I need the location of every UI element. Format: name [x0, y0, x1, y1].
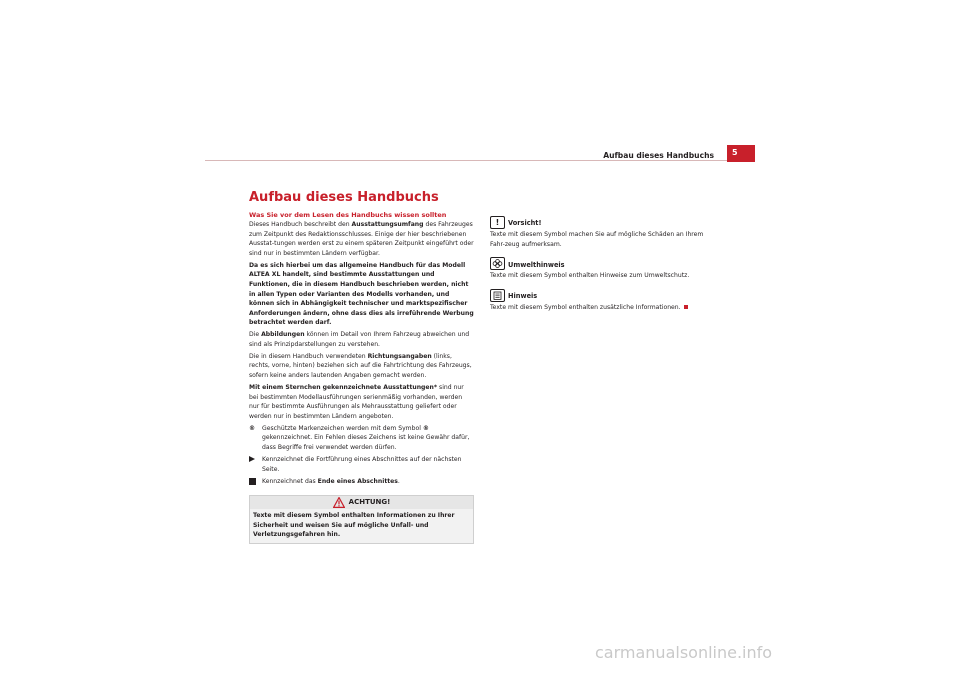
environment-body: Texte mit diesem Symbol enthalten Hinweise zum Umweltschutz. — [490, 272, 690, 280]
warning-heading: ACHTUNG! — [348, 497, 391, 506]
paragraph-illustrations: Die Abbildungen können im Detail von Ihrem Fahrzeug abweichen und sind als Prinzipdarstellungen zu verstehen. — [249, 331, 470, 348]
paragraph-directions: Die in diesem Handbuch verwendeten Richtungsangaben (links, rechts, vorne, hinten) beziehen sich auf die Fahrtrichtung des Fahrzeugs, sofern keine anders lautenden Angaben gemacht werden. — [249, 352, 472, 380]
header-rule — [205, 160, 727, 161]
caution-body: Texte mit diesem Symbol machen Sie auf mögliche Schäden an Ihrem Fahr-zeug aufmerksam. — [490, 231, 704, 248]
warning-triangle-icon — [333, 497, 345, 508]
flower-icon — [490, 257, 505, 270]
page-number: 5 — [732, 148, 738, 157]
triangle-right-icon — [249, 456, 255, 462]
list-item-trademark: ® Geschützte Markenzeichen werden mit dem Symbol ® gekennzeichnet. Ein Fehlen dieses Zeichens ist keine Gewähr dafür, dass Begriffe frei verwendet werden dürfen. — [249, 424, 470, 452]
info-heading: Hinweis — [508, 292, 538, 301]
page-number-tab — [727, 145, 755, 162]
list-item-continuation: Kennzeichnet die Fortführung eines Abschnittes auf der nächsten Seite. — [249, 455, 474, 474]
notepad-icon — [490, 289, 505, 302]
right-column — [490, 216, 720, 320]
paragraph-asterisk: Mit einem Sternchen gekennzeichnete Ausstattungen* sind nur bei bestimmten Modellausführungen serienmäßig vorhanden, werden nur für bestimmte Ausführungen als Mehrausstattung geliefert oder werden nur in bestimmten Ländern angeboten. — [249, 384, 464, 420]
warning-box-header — [250, 496, 473, 509]
caution-note — [490, 216, 720, 249]
page-title: Aufbau dieses Handbuchs — [249, 190, 439, 205]
info-note — [490, 289, 720, 313]
paragraph-general-manual: Da es sich hierbei um das allgemeine Handbuch für das Modell ALTEA XL handelt, sind bestimmte Ausstattungen und Funktionen, die in diesem Handbuch beschrieben werden, nicht in allen Typen oder Varianten des Modells vorhanden, und können sich in Abhängigkeit technischer und marktspezifischer Anforderungen ändern, ohne dass dies als irreführende Werbung betrachtet werden darf. — [249, 261, 474, 327]
warning-box — [249, 495, 474, 544]
section-subheading: Was Sie vor dem Lesen des Handbuchs wissen sollten — [249, 211, 447, 219]
caution-heading: Vorsicht! — [508, 219, 542, 228]
exclamation-icon: ! — [490, 216, 505, 229]
environment-note — [490, 257, 720, 281]
warning-body: Texte mit diesem Symbol enthalten Informationen zu Ihrer Sicherheit und weisen Sie auf mögliche Unfall- und Verletzungsgefahren hin. — [253, 512, 455, 539]
list-item-end-of-section: Kennzeichnet das Ende eines Abschnittes. — [249, 477, 474, 489]
square-icon — [249, 478, 256, 485]
end-of-section-icon — [684, 305, 688, 309]
watermark: carmanualsonline.info — [595, 643, 773, 662]
left-column — [249, 210, 474, 544]
environment-heading: Umwelthinweis — [508, 260, 565, 269]
info-body: Texte mit diesem Symbol enthalten zusätzliche Informationen. — [490, 303, 720, 313]
paragraph-equipment: Dieses Handbuch beschreibt den Ausstattungsumfang des Fahrzeuges zum Zeitpunkt des Redaktionsschlusses. Einige der hier beschriebenen Ausstat-tungen werden erst zu einem späteren Zeitpunkt eingeführt oder sind nur in bestimmten Ländern verfügbar. — [249, 221, 474, 257]
running-title: Aufbau dieses Handbuchs — [603, 151, 714, 160]
registered-icon: ® — [249, 424, 256, 432]
